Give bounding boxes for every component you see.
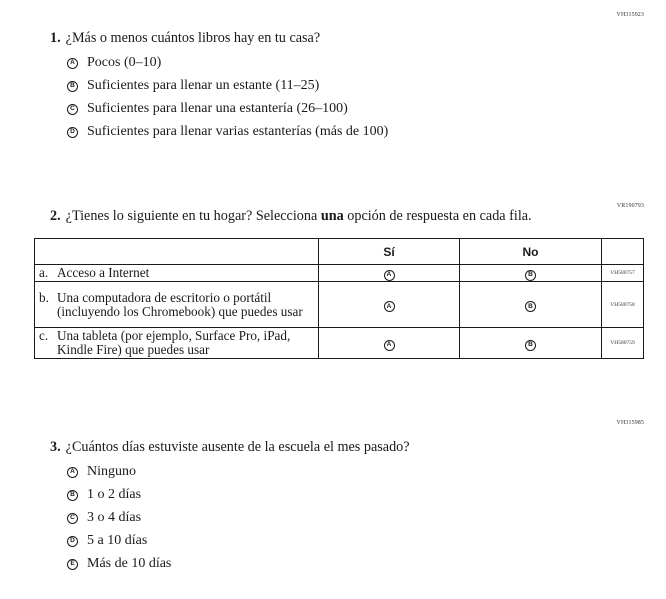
q1-option-c[interactable] [67, 101, 348, 117]
q2-number: 2. [50, 208, 61, 224]
grid-header-row [35, 239, 644, 265]
answer-bubble-b[interactable]: B [67, 81, 78, 92]
answer-bubble-a[interactable]: A [67, 58, 78, 69]
column-header-yes: Sí [319, 239, 460, 265]
answer-bubble-d[interactable]: D [67, 127, 78, 138]
q2-text-emphasis: una [320, 208, 344, 224]
q1-option-a[interactable] [67, 55, 161, 71]
row-code: VH580757 [602, 265, 644, 282]
row-letter: b. [39, 289, 49, 305]
q2-response-grid [34, 238, 644, 359]
answer-bubble-a[interactable]: A [67, 467, 78, 478]
row-b-no-cell[interactable] [460, 282, 602, 328]
row-text: Acceso a Internet [57, 265, 150, 280]
row-a-no-cell[interactable] [460, 265, 602, 282]
q1-question [50, 29, 320, 47]
row-label-b [35, 282, 319, 328]
column-header-no: No [460, 239, 602, 265]
q1-number: 1. [50, 30, 61, 46]
option-label: 1 o 2 días [87, 487, 142, 502]
row-c-yes-cell[interactable] [319, 328, 460, 359]
q3-option-b[interactable] [67, 487, 141, 503]
row-b-yes-cell[interactable] [319, 282, 460, 328]
option-label: Suficientes para llenar un estante (11–25) [87, 78, 320, 93]
option-label: 5 a 10 días [87, 533, 148, 548]
q3-number: 3. [50, 439, 61, 455]
table-row [35, 265, 644, 282]
answer-bubble-b[interactable]: B [67, 490, 78, 501]
answer-bubble-yes[interactable]: A [384, 340, 395, 351]
q1-option-b[interactable] [67, 78, 319, 94]
option-label: 3 o 4 días [87, 510, 142, 525]
answer-bubble-c[interactable]: C [67, 513, 78, 524]
row-a-yes-cell[interactable] [319, 265, 460, 282]
answer-bubble-yes[interactable]: A [384, 270, 395, 281]
row-c-no-cell[interactable] [460, 328, 602, 359]
q3-text: ¿Cuántos días estuviste ausente de la escuela el mes pasado? [65, 439, 410, 455]
answer-bubble-c[interactable]: C [67, 104, 78, 115]
option-label: Pocos (0–10) [87, 55, 162, 70]
answer-bubble-yes[interactable]: A [384, 301, 395, 312]
row-text: Una tableta (por ejemplo, Surface Pro, iPad, Kindle Fire) que puedes usar [57, 328, 291, 357]
answer-bubble-e[interactable]: E [67, 559, 78, 570]
row-label-c [35, 328, 319, 359]
row-code: VH580759 [602, 328, 644, 359]
q2-text-after: opción de respuesta en cada fila. [343, 208, 532, 224]
row-letter: a. [39, 265, 49, 280]
q3-item-code: VH315985 [616, 420, 644, 426]
q2-question [50, 207, 532, 225]
answer-bubble-no[interactable]: B [525, 301, 536, 312]
row-label-a [35, 265, 319, 282]
option-label: Ninguno [87, 464, 136, 479]
q1-text: ¿Más o menos cuántos libros hay en tu casa? [65, 30, 321, 46]
answer-bubble-no[interactable]: B [525, 270, 536, 281]
row-text: Una computadora de escritorio o portátil (incluyendo los Chromebook) que puedes usar [57, 289, 303, 319]
answer-bubble-no[interactable]: B [525, 340, 536, 351]
table-row [35, 328, 644, 359]
q3-option-d[interactable] [67, 533, 147, 549]
answer-bubble-d[interactable]: D [67, 536, 78, 547]
q1-item-code: VH315923 [616, 12, 644, 18]
q2-item-code: VR190793 [616, 203, 644, 209]
option-label: Suficientes para llenar una estantería (26–100) [87, 101, 348, 116]
q1-option-d[interactable] [67, 124, 388, 140]
row-letter: c. [39, 328, 49, 343]
option-label: Más de 10 días [87, 556, 172, 571]
option-label: Suficientes para llenar varias estanterías (más de 100) [87, 124, 389, 139]
row-code: VH580758 [602, 282, 644, 328]
q3-option-a[interactable] [67, 464, 136, 480]
q3-option-c[interactable] [67, 510, 141, 526]
q3-option-e[interactable] [67, 556, 171, 572]
grid-header-code-blank [602, 239, 644, 265]
q2-text-before: ¿Tienes lo siguiente en tu hogar? Selecciona [65, 208, 321, 224]
table-row [35, 282, 644, 328]
q3-question [50, 438, 410, 456]
grid-header-blank [35, 239, 319, 265]
